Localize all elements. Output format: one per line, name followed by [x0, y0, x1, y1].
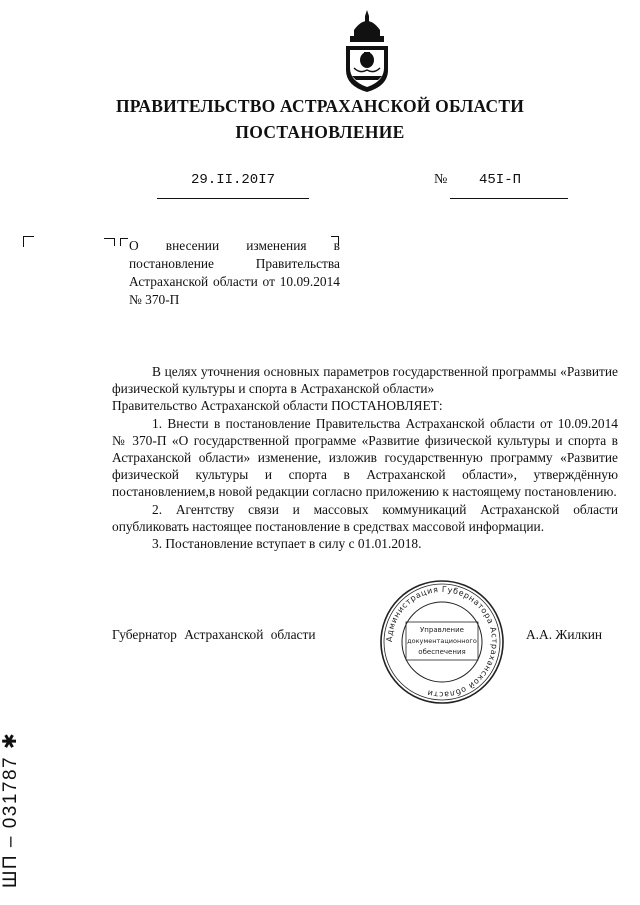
subject-corner-mark [120, 238, 128, 246]
serial-number-text: ШП – 031787 ✱ [0, 731, 21, 888]
resolves-paragraph: Правительство Астраханской области ПОСТАНОВЛЯЕТ: [112, 398, 443, 414]
seal-center-line-2: документационного [407, 637, 477, 645]
item-3-paragraph: 3. Постановление вступает в силу с 01.01.2018. [152, 536, 422, 552]
document-type: ПОСТАНОВЛЕНИЕ [235, 122, 405, 142]
item-1-paragraph: 1. Внести в постановление Правительства Астраханской области от 10.09.2014 № 370-П «О государственной программе «Развитие физической культуры и спорта в Астраханской области» изменение, изложив государственную программу «Развитие физической культуры и спорта в Астраханской области», утверждённую постановлением,в новой редакции согласно приложению к настоящему постановлению. [112, 415, 618, 500]
number-sign: № [434, 172, 448, 187]
official-seal [378, 578, 506, 706]
document-date: 29.II.20I7 [190, 172, 275, 188]
item-2-paragraph: 2. Агентству связи и массовых коммуникаций Астраханской области опубликовать настоящее постановление в средствах массовой информации. [112, 501, 618, 534]
document-body [112, 363, 618, 552]
seal-center-line-1: Управление [420, 626, 464, 634]
coat-of-arms-emblem [340, 8, 394, 94]
seal-ring-text: Администрация Губернатора Астраханской области [384, 584, 500, 700]
signatory-position: Губернатор Астраханской области [112, 627, 316, 642]
signatory-name: А.А. Жилкин [526, 627, 603, 642]
subject-corner-mark [104, 238, 115, 246]
seal-center-line-3: обеспечения [418, 648, 466, 656]
issuing-authority: ПРАВИТЕЛЬСТВО АСТРАХАНСКОЙ ОБЛАСТИ [115, 96, 525, 116]
preamble-paragraph: В целях уточнения основных параметров государственной программы «Развитие физической культуры и спорта в Астраханской области» [112, 364, 618, 397]
document-number: 45I-П [478, 172, 521, 188]
document-subject: О внесении изменения в постановление Правительства Астраханской области от 10.09.2014 № 370-П [129, 238, 340, 307]
side-serial-stamp [0, 693, 21, 888]
margin-corner-mark [23, 236, 34, 247]
